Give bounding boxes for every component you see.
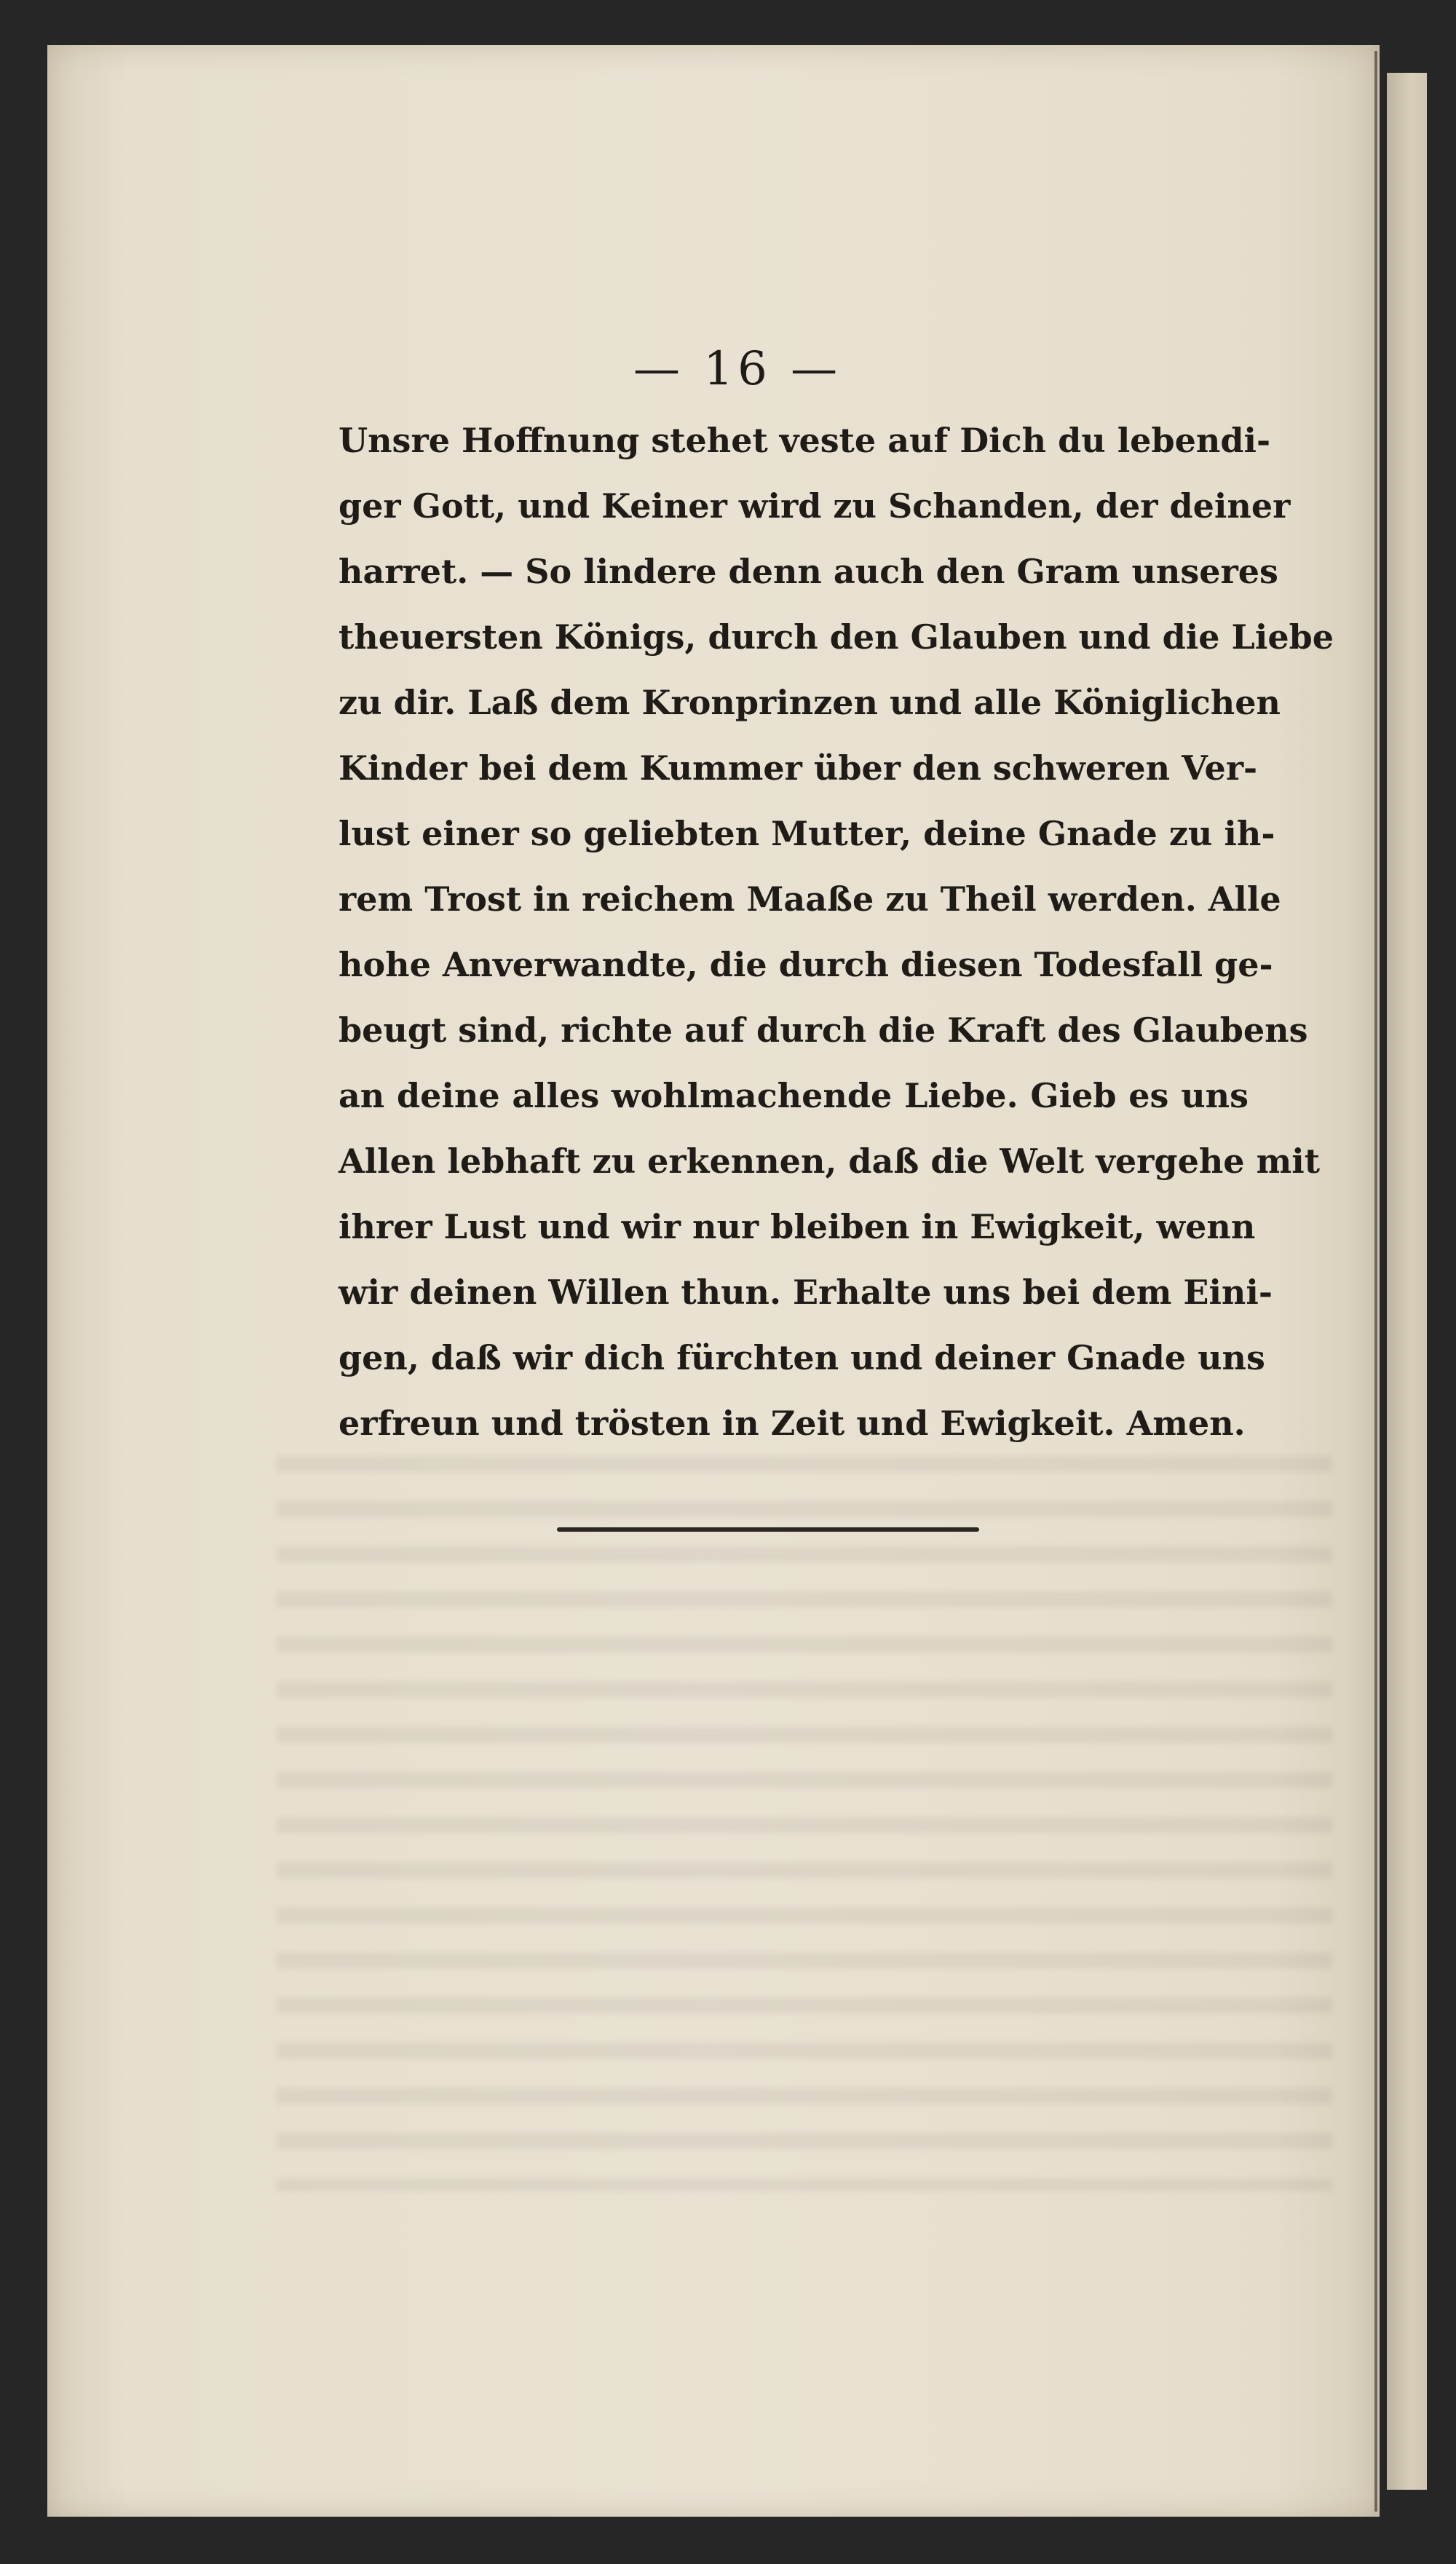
text-line: zu dir. Laß dem Kronprinzen und alle Königlichen xyxy=(339,683,1281,722)
next-page-edge xyxy=(1387,73,1427,2490)
text-line: hohe Anverwandte, die durch diesen Todesfall ge- xyxy=(339,945,1273,984)
text-line: Kinder bei dem Kummer über den schweren Ver- xyxy=(339,748,1258,788)
prayer-text xyxy=(339,408,1334,1456)
text-line: ihrer Lust und wir nur bleiben in Ewigkeit, wenn xyxy=(339,1207,1256,1246)
page-edge-shadow xyxy=(1374,51,1377,2512)
text-line: rem Trost in reichem Maaße zu Theil werden. Alle xyxy=(339,879,1281,919)
text-line: harret. — So lindere denn auch den Gram unseres xyxy=(339,552,1278,591)
closing-rule xyxy=(557,1527,979,1532)
page-number: — 16 — xyxy=(633,342,842,396)
text-line: erfreun und trösten in Zeit und Ewigkeit. Amen. xyxy=(339,1404,1246,1443)
text-line: beugt sind, richte auf durch die Kraft des Glaubens xyxy=(339,1010,1308,1050)
show-through-text xyxy=(277,1427,1332,2191)
text-line: lust einer so geliebten Mutter, deine Gnade zu ih- xyxy=(339,814,1275,853)
text-line: Allen lebhaft zu erkennen, daß die Welt vergehe mit xyxy=(339,1141,1320,1181)
text-line: Unsre Hoffnung stehet veste auf Dich du lebendi- xyxy=(339,421,1271,460)
text-line: theuersten Königs, durch den Glauben und die Liebe xyxy=(339,617,1334,657)
text-line: ger Gott, und Keiner wird zu Schanden, der deiner xyxy=(339,486,1291,526)
text-line: wir deinen Willen thun. Erhalte uns bei dem Eini- xyxy=(339,1273,1273,1312)
text-line: gen, daß wir dich fürchten und deiner Gnade uns xyxy=(339,1338,1265,1377)
text-line: an deine alles wohlmachende Liebe. Gieb es uns xyxy=(339,1076,1249,1115)
